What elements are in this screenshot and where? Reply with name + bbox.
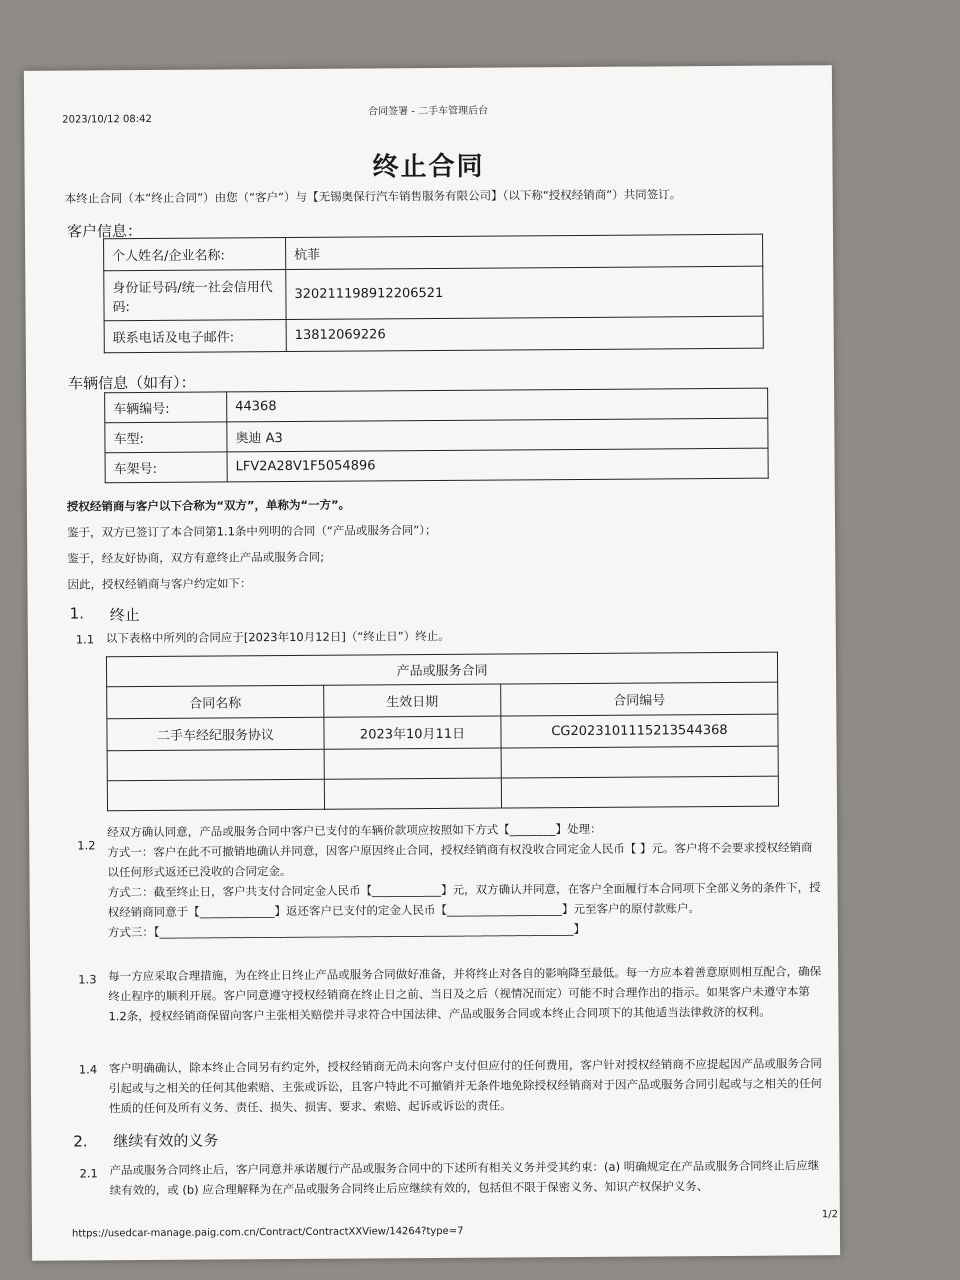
customer-info-table — [103, 234, 764, 354]
customer-name-value: 杭菲 — [286, 234, 763, 269]
customer-id-value: 320211198912206521 — [286, 266, 763, 319]
vehicle-info-heading: 车辆信息（如有）： — [67, 373, 196, 393]
clause-1-2-intro: 经双方确认同意，产品或服务合同中客户已支付的车辆价款项应按照如下方式【________】处理： — [107, 821, 602, 840]
clause-1-1-text: 以下表格中所列的合同应于[2023年10月12日]（“终止日”）终止。 — [105, 628, 450, 646]
whereas-clause-1: 鉴于，双方已签订了本合同第1.1条中列明的合同（“产品或服务合同”）； — [67, 522, 437, 540]
customer-contact-label: 联系电话及电子邮件: — [104, 320, 286, 353]
clause-1-2-option-2: 方式二：截至终止日，客户共支付合同定金人民币【____________】元，双方确认并同意，在客户全面履行本合同项下全部义务的条件下，授权经销商同意于【_____________】返还客户已支付的定金人民币【____________________】元至客户的原付款账户。 — [107, 880, 821, 920]
customer-contact-value: 13812069226 — [286, 316, 763, 351]
table-cell — [501, 746, 778, 778]
clause-1-3-text: 每一方应采取合理措施，为在终止日终止产品或服务合同做好准备，并将终止对各自的影响降至最低。每一方应本着善意原则相互配合，确保终止程序的顺利开展。客户同意遵守授权经销商在终止日之前、当日及之后（视情况而定）可能不时合理作出的指示。如果客户未遵守本第1.2条，授权经销商保留向客户主张相关赔偿并寻求符合中国法律、产品或服务合同或本终止合同项下的其他适当法律救济的权利。 — [108, 964, 822, 1024]
parties-clause: 授权经销商与客户以下合称为“双方”，单称为“一方”。 — [66, 497, 351, 514]
clause-1-2-text — [107, 817, 824, 942]
table-cell: 二手车经纪服务协议 — [107, 717, 324, 751]
clause-1-2-number: 1.2 — [77, 838, 96, 853]
table-cell — [324, 778, 501, 809]
customer-info-heading: 客户信息： — [66, 222, 143, 241]
clause-1-4-text: 客户明确确认，除本终止合同另有约定外，授权经销商无尚未向客户支付但应付的任何费用，客户针对授权经销商不应提起因产品或服务合同引起或与之相关的任何其他索赔、主张或诉讼，且客户特此不可撤销并无条件地免除授权经销商对于因产品或服务合同引起或与之相关的任何性质的任何及所有义务、责任、损失、损害、要求、索赔、起诉或诉讼的责任。 — [108, 1056, 822, 1116]
section-2-number: 2. — [73, 1132, 88, 1151]
vehicle-model-label: 车型: — [105, 422, 227, 453]
vehicle-id-value: 44368 — [227, 388, 768, 422]
terminated-contracts-table — [106, 652, 779, 812]
vehicle-info-table — [104, 388, 769, 484]
contracts-table-header: 产品或服务合同 — [106, 652, 777, 687]
document-title: 终止合同 — [372, 151, 485, 183]
col-contract-number: 合同编号 — [501, 682, 778, 716]
intro-paragraph: 本终止合同（本“终止合同”）由您（“客户”）与【无锡奥保行汽车销售服务有限公司】（以下称“授权经销商”）共同签订。 — [64, 187, 682, 206]
col-contract-name: 合同名称 — [107, 685, 324, 719]
col-effective-date: 生效日期 — [324, 684, 501, 717]
print-page-title: 合同签署 - 二手车管理后台 — [368, 105, 489, 118]
table-cell — [501, 776, 778, 808]
table-cell — [107, 779, 324, 811]
vehicle-model-value: 奥迪 A3 — [227, 418, 768, 452]
footer-url: https://usedcar-manage.paig.com.cn/Contract/ContractXXView/14264?type=7 — [71, 1225, 464, 1240]
table-cell — [324, 748, 501, 779]
clause-2-1-number: 2.1 — [79, 1166, 98, 1181]
clause-1-3-number: 1.3 — [78, 972, 97, 987]
table-cell: CG2023101115213544368 — [501, 714, 778, 748]
customer-id-label: 身份证号码/统一社会信用代码: — [104, 270, 286, 321]
section-1-title: 终止 — [109, 606, 140, 625]
clause-1-2-option-1: 方式一：客户在此不可撤销地确认并同意，因客户原因终止合同，授权经销商有权没收合同定金人民币【 】元。客户将不会要求授权经销商以任何形式返还已没收的合同定金。 — [107, 840, 813, 880]
print-timestamp: 2023/10/12 08:42 — [62, 113, 152, 126]
page-number: 1/2 — [821, 1209, 838, 1221]
whereas-clause-2: 鉴于，经友好协商，双方有意终止产品或服务合同; — [67, 549, 325, 566]
clause-1-1-number: 1.1 — [75, 632, 95, 647]
vehicle-vin-label: 车架号: — [105, 452, 227, 483]
section-2-title: 继续有效的义务 — [113, 1131, 219, 1151]
vehicle-id-label: 车辆编号: — [105, 392, 227, 423]
section-1-number: 1. — [69, 604, 85, 623]
clause-2-1-text: 产品或服务合同终止后，客户同意并承诺履行产品或服务合同中的下述所有相关义务并受其约束：(a) 明确规定在产品或服务合同终止后应继续有效的，或 (b) 应合理解释为在产品或服务合同终止后应继续有效的，包括但不限于保密义务、知识产权保护义务、 — [109, 1158, 820, 1198]
customer-name-label: 个人姓名/企业名称: — [104, 238, 286, 271]
clause-1-4-number: 1.4 — [78, 1062, 98, 1077]
vehicle-vin-value: LFV2A28V1F5054896 — [227, 448, 768, 482]
therefore-clause: 因此，授权经销商与客户约定如下： — [67, 576, 252, 592]
table-cell: 2023年10月11日 — [324, 716, 501, 749]
contract-page — [24, 65, 840, 1261]
clause-1-2-option-3: 方式三：【________________________________________________________________________】 — [107, 921, 586, 940]
table-cell — [107, 749, 324, 781]
